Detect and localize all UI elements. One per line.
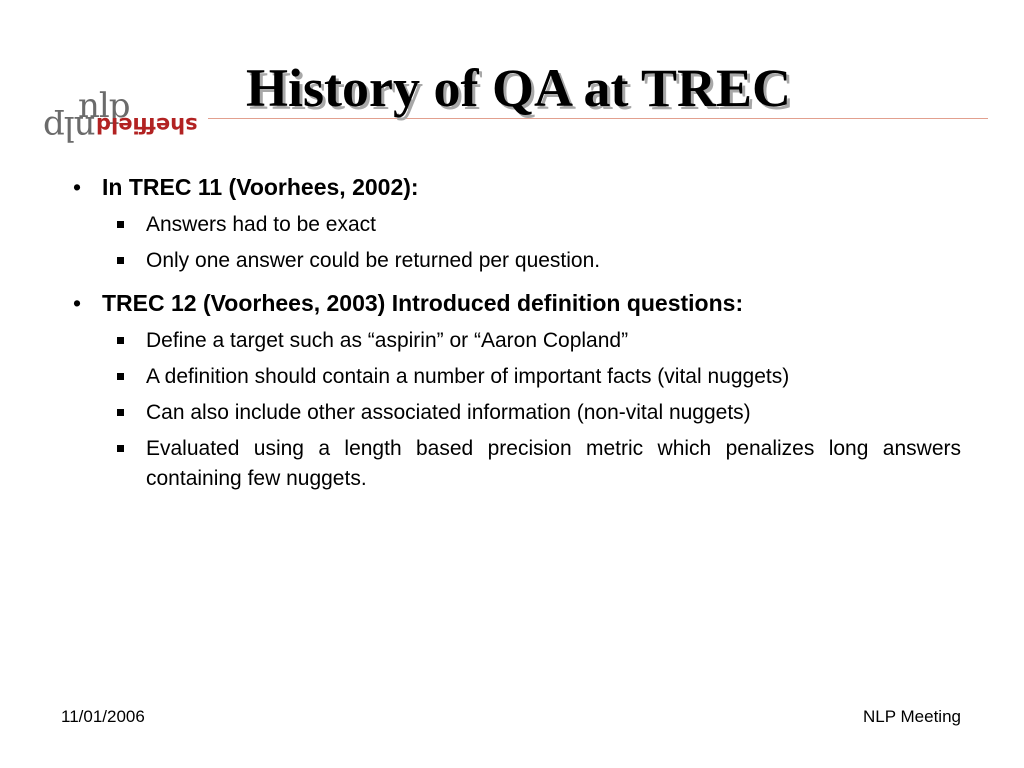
- sub-bullet-evaluated: [0, 434, 961, 494]
- bullet-trec12-text: TREC 12 (Voorhees, 2003) Introduced definition questions:: [102, 290, 744, 316]
- sub-bullet-one-answer: [0, 246, 961, 276]
- bullet-trec11: [0, 172, 962, 202]
- logo-nlp-text: nlp: [78, 86, 130, 126]
- slide-body: [0, 172, 1024, 500]
- sub-bullet-define-target: [0, 326, 961, 356]
- sub-bullet-non-vital: [0, 398, 961, 428]
- sub-bullet-vital-nuggets: [0, 362, 961, 392]
- square-bullet: [117, 445, 124, 452]
- square-bullet: [117, 409, 124, 416]
- bullet-dot: •: [73, 290, 82, 316]
- square-bullet: [117, 257, 124, 264]
- bullet-trec11-text: In TREC 11 (Voorhees, 2002):: [102, 174, 419, 200]
- bullet-dot: •: [73, 174, 82, 200]
- footer-date: 11/01/2006: [61, 707, 145, 726]
- sub-bullet-non-vital-text: Can also include other associated information (non-vital nuggets): [146, 401, 751, 424]
- sub-bullet-exact: [0, 210, 961, 240]
- sub-bullet-define-target-text: Define a target such as “aspirin” or “Aaron Copland”: [146, 329, 629, 352]
- footer-meeting: NLP Meeting: [863, 707, 961, 726]
- sub-bullet-one-answer-text: Only one answer could be returned per question.: [146, 249, 601, 272]
- sub-bullet-vital-nuggets-text: A definition should contain a number of important facts (vital nuggets): [146, 365, 790, 388]
- square-bullet: [117, 337, 124, 344]
- square-bullet: [117, 221, 124, 228]
- logo-sheffield-text: sheffield: [96, 113, 198, 137]
- bullet-trec12: [0, 288, 962, 318]
- nlp-sheffield-logo: [44, 88, 214, 154]
- sub-bullet-exact-text: Answers had to be exact: [146, 213, 376, 236]
- sub-bullet-evaluated-text: Evaluated using a length based precision metric which penalizes long answers containing few nuggets.: [146, 437, 961, 490]
- logo-nlp-inverted-text: nlp: [44, 108, 96, 148]
- slide-title: History of QA at TREC: [246, 58, 792, 118]
- square-bullet: [117, 373, 124, 380]
